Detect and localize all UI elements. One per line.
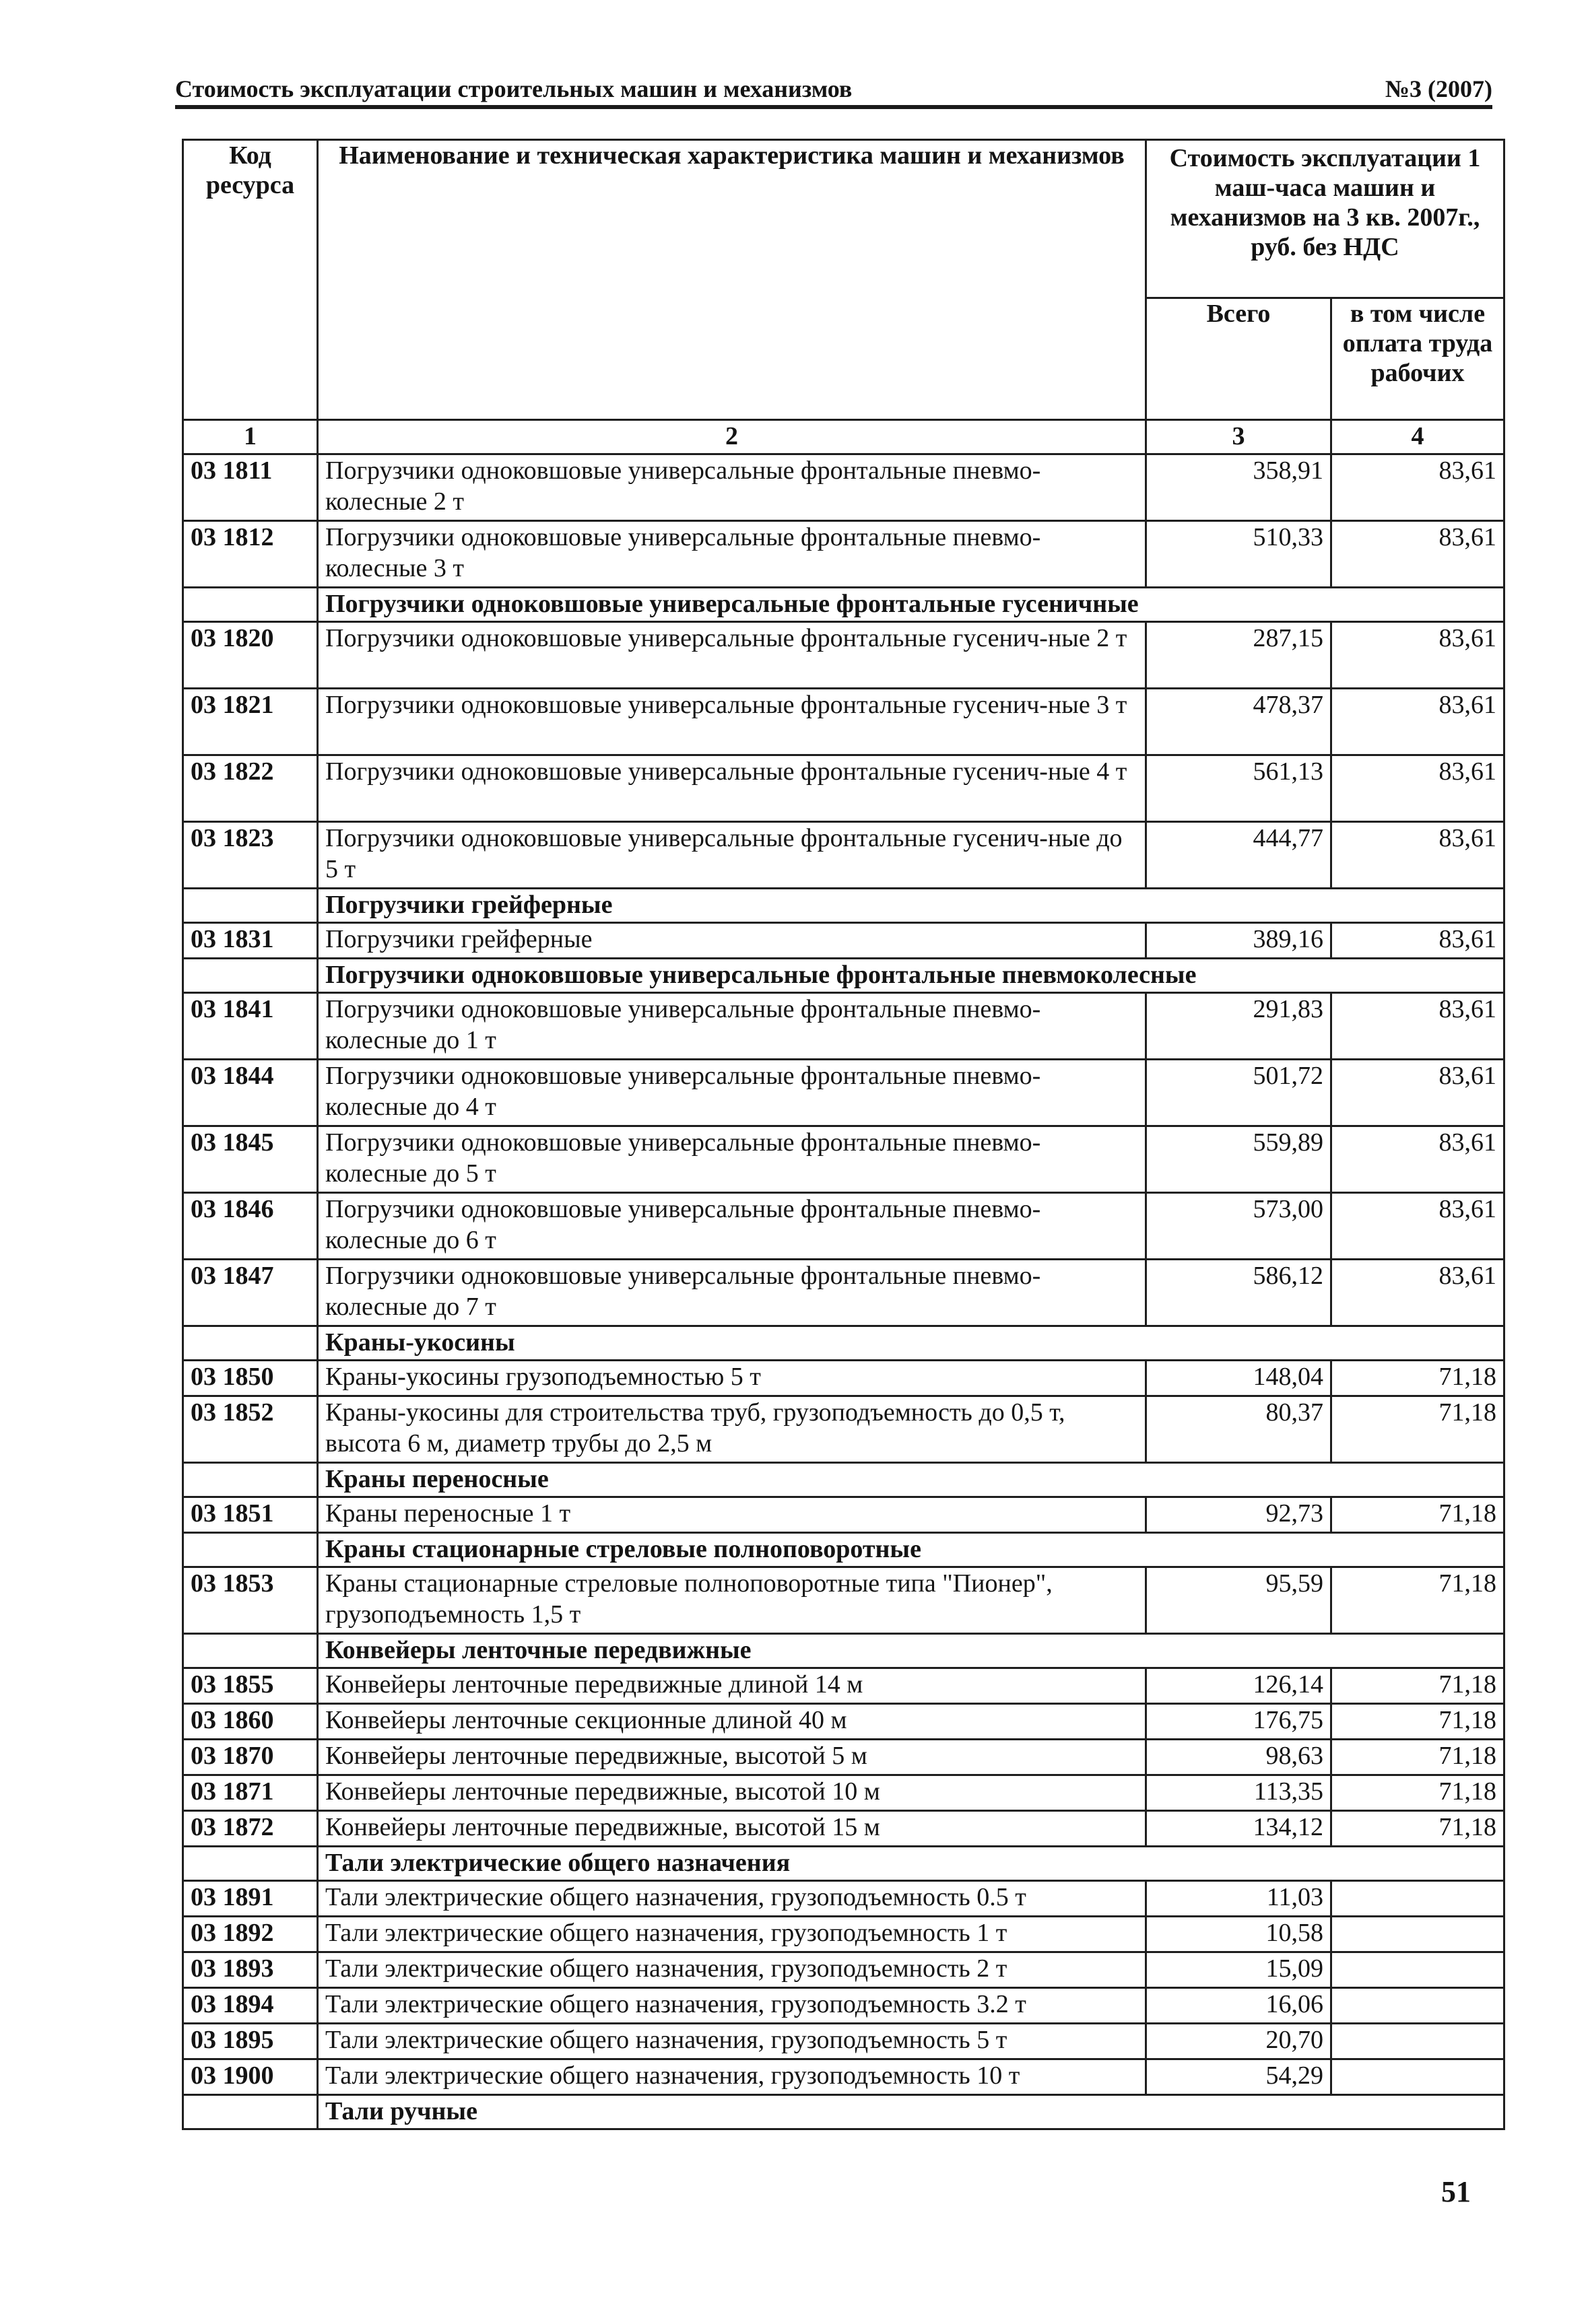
- cost-labor: 83,61: [1331, 1193, 1504, 1260]
- cost-total: 501,72: [1146, 1060, 1331, 1126]
- table-row: [183, 822, 1504, 889]
- cost-total: 113,35: [1146, 1775, 1331, 1811]
- section-title: Краны стационарные стреловые полноповоротные: [318, 1533, 1504, 1567]
- cost-labor: 83,61: [1331, 521, 1504, 588]
- cost-labor: 71,18: [1331, 1567, 1504, 1634]
- cost-total: 389,16: [1146, 923, 1331, 959]
- cost-labor: 83,61: [1331, 923, 1504, 959]
- cost-total: 176,75: [1146, 1704, 1331, 1740]
- machine-name: Краны стационарные стреловые полноповоротные типа "Пионер", грузоподъемность 1,5 т: [318, 1567, 1146, 1634]
- machine-name: Погрузчики одноковшовые универсальные фронтальные гусенич-ные до 5 т: [318, 822, 1146, 889]
- table-row: [183, 1811, 1504, 1847]
- table-row: [183, 755, 1504, 822]
- machine-name: Конвейеры ленточные передвижные, высотой 5 м: [318, 1740, 1146, 1775]
- resource-code: 03 1871: [183, 1775, 318, 1811]
- resource-code: 03 1851: [183, 1497, 318, 1533]
- cost-labor: 83,61: [1331, 755, 1504, 822]
- section-row: [183, 1326, 1504, 1361]
- machine-name: Конвейеры ленточные передвижные, высотой 10 м: [318, 1775, 1146, 1811]
- section-title: Погрузчики одноковшовые универсальные фронтальные гусеничные: [318, 588, 1504, 622]
- table-row: [183, 1361, 1504, 1396]
- cost-labor: 71,18: [1331, 1775, 1504, 1811]
- cost-labor: 83,61: [1331, 822, 1504, 889]
- cost-total: 559,89: [1146, 1126, 1331, 1193]
- section-row: [183, 1634, 1504, 1668]
- machine-name: Погрузчики одноковшовые универсальные фронтальные пневмо-колесные до 6 т: [318, 1193, 1146, 1260]
- table-row: [183, 1396, 1504, 1463]
- section-empty-cell: [183, 2095, 318, 2129]
- section-title: Конвейеры ленточные передвижные: [318, 1634, 1504, 1668]
- cost-labor: [1331, 1952, 1504, 1988]
- table-row: [183, 1917, 1504, 1952]
- cost-total: 54,29: [1146, 2059, 1331, 2095]
- cost-total: 291,83: [1146, 993, 1331, 1060]
- table-row: [183, 1775, 1504, 1811]
- table-row: [183, 2059, 1504, 2095]
- section-title: Краны-укосины: [318, 1326, 1504, 1361]
- table-row: [183, 1193, 1504, 1260]
- section-row: [183, 1463, 1504, 1497]
- cost-total: 444,77: [1146, 822, 1331, 889]
- column-header-total: Всего: [1146, 298, 1331, 420]
- section-empty-cell: [183, 959, 318, 993]
- page-header: [175, 75, 1492, 109]
- cost-labor: 71,18: [1331, 1396, 1504, 1463]
- table-row: [183, 1881, 1504, 1917]
- cost-labor: 83,61: [1331, 1126, 1504, 1193]
- machine-name: Тали электрические общего назначения, грузоподъемность 5 т: [318, 2024, 1146, 2059]
- table-row: [183, 1952, 1504, 1988]
- section-empty-cell: [183, 1533, 318, 1567]
- resource-code: 03 1847: [183, 1260, 318, 1326]
- resource-code: 03 1844: [183, 1060, 318, 1126]
- machine-name: Конвейеры ленточные секционные длиной 40 м: [318, 1704, 1146, 1740]
- machine-name: Конвейеры ленточные передвижные, высотой 15 м: [318, 1811, 1146, 1847]
- cost-labor: [1331, 1881, 1504, 1917]
- cost-total: 358,91: [1146, 454, 1331, 521]
- table-row: [183, 1988, 1504, 2024]
- table-row: [183, 1567, 1504, 1634]
- section-row: [183, 1533, 1504, 1567]
- cost-total: 20,70: [1146, 2024, 1331, 2059]
- section-row: [183, 1847, 1504, 1881]
- cost-total: 15,09: [1146, 1952, 1331, 1988]
- resource-code: 03 1820: [183, 622, 318, 689]
- cost-total: 92,73: [1146, 1497, 1331, 1533]
- section-empty-cell: [183, 1326, 318, 1361]
- resource-code: 03 1831: [183, 923, 318, 959]
- page-number: 51: [1441, 2175, 1471, 2208]
- cost-total: 478,37: [1146, 689, 1331, 755]
- table-row: [183, 1740, 1504, 1775]
- machine-name: Погрузчики одноковшовые универсальные фронтальные гусенич-ные 2 т: [318, 622, 1146, 689]
- cost-total: 510,33: [1146, 521, 1331, 588]
- machine-name: Погрузчики грейферные: [318, 923, 1146, 959]
- machine-name: Погрузчики одноковшовые универсальные фронтальные гусенич-ные 3 т: [318, 689, 1146, 755]
- resource-code: 03 1891: [183, 1881, 318, 1917]
- section-empty-cell: [183, 588, 318, 622]
- cost-labor: 71,18: [1331, 1811, 1504, 1847]
- machine-name: Погрузчики одноковшовые универсальные фронтальные пневмо-колесные до 5 т: [318, 1126, 1146, 1193]
- cost-total: 126,14: [1146, 1668, 1331, 1704]
- machine-name: Краны переносные 1 т: [318, 1497, 1146, 1533]
- cost-labor: [1331, 2024, 1504, 2059]
- cost-labor: [1331, 2059, 1504, 2095]
- column-header-code: Код ресурса: [183, 140, 318, 420]
- cost-labor: 71,18: [1331, 1740, 1504, 1775]
- table-row: [183, 1704, 1504, 1740]
- cost-labor: [1331, 1917, 1504, 1952]
- resource-code: 03 1823: [183, 822, 318, 889]
- resource-code: 03 1900: [183, 2059, 318, 2095]
- machine-name: Погрузчики одноковшовые универсальные фронтальные пневмо-колесные до 7 т: [318, 1260, 1146, 1326]
- section-row: [183, 959, 1504, 993]
- cost-labor: 71,18: [1331, 1668, 1504, 1704]
- cost-labor: 83,61: [1331, 454, 1504, 521]
- machine-cost-table: [182, 139, 1505, 2130]
- section-empty-cell: [183, 1847, 318, 1881]
- table-row: [183, 454, 1504, 521]
- column-number-2: 2: [318, 420, 1146, 454]
- section-title: Краны переносные: [318, 1463, 1504, 1497]
- column-header-cost: Стоимость эксплуатации 1 маш-часа машин и механизмов на 3 кв. 2007г., руб. без НДС: [1146, 140, 1504, 298]
- machine-name: Погрузчики одноковшовые универсальные фронтальные пневмо-колесные до 4 т: [318, 1060, 1146, 1126]
- machine-name: Погрузчики одноковшовые универсальные фронтальные пневмо-колесные 2 т: [318, 454, 1146, 521]
- column-header-labor: в том числе оплата труда рабочих: [1331, 298, 1504, 420]
- table-row: [183, 689, 1504, 755]
- machine-name: Тали электрические общего назначения, грузоподъемность 2 т: [318, 1952, 1146, 1988]
- cost-total: 98,63: [1146, 1740, 1331, 1775]
- machine-name: Погрузчики одноковшовые универсальные фронтальные гусенич-ные 4 т: [318, 755, 1146, 822]
- table-row: [183, 923, 1504, 959]
- machine-name: Тали электрические общего назначения, грузоподъемность 1 т: [318, 1917, 1146, 1952]
- table-row: [183, 1668, 1504, 1704]
- resource-code: 03 1892: [183, 1917, 318, 1952]
- resource-code: 03 1822: [183, 755, 318, 822]
- cost-total: 11,03: [1146, 1881, 1331, 1917]
- section-row: [183, 2095, 1504, 2129]
- table-row: [183, 1060, 1504, 1126]
- resource-code: 03 1894: [183, 1988, 318, 2024]
- resource-code: 03 1812: [183, 521, 318, 588]
- section-title: Погрузчики одноковшовые универсальные фронтальные пневмоколесные: [318, 959, 1504, 993]
- table-row: [183, 1260, 1504, 1326]
- cost-total: 10,58: [1146, 1917, 1331, 1952]
- section-title: Тали ручные: [318, 2095, 1504, 2129]
- resource-code: 03 1852: [183, 1396, 318, 1463]
- table-row: [183, 993, 1504, 1060]
- section-title: Тали электрические общего назначения: [318, 1847, 1504, 1881]
- table-row: [183, 1126, 1504, 1193]
- resource-code: 03 1855: [183, 1668, 318, 1704]
- resource-code: 03 1853: [183, 1567, 318, 1634]
- resource-code: 03 1841: [183, 993, 318, 1060]
- cost-total: 586,12: [1146, 1260, 1331, 1326]
- resource-code: 03 1845: [183, 1126, 318, 1193]
- table-row: [183, 521, 1504, 588]
- resource-code: 03 1821: [183, 689, 318, 755]
- cost-total: 287,15: [1146, 622, 1331, 689]
- column-header-name: Наименование и техническая характеристика машин и механизмов: [318, 140, 1146, 420]
- machine-name: Краны-укосины для строительства труб, грузоподъемность до 0,5 т, высота 6 м, диаметр трубы до 2,5 м: [318, 1396, 1146, 1463]
- machine-name: Конвейеры ленточные передвижные длиной 14 м: [318, 1668, 1146, 1704]
- cost-total: 561,13: [1146, 755, 1331, 822]
- header-issue: №3 (2007): [1385, 75, 1492, 102]
- cost-total: 134,12: [1146, 1811, 1331, 1847]
- resource-code: 03 1893: [183, 1952, 318, 1988]
- table-row: [183, 622, 1504, 689]
- section-title: Погрузчики грейферные: [318, 889, 1504, 923]
- machine-name: Погрузчики одноковшовые универсальные фронтальные пневмо-колесные 3 т: [318, 521, 1146, 588]
- section-row: [183, 588, 1504, 622]
- column-number-3: 3: [1146, 420, 1331, 454]
- resource-code: 03 1850: [183, 1361, 318, 1396]
- resource-code: 03 1846: [183, 1193, 318, 1260]
- table-row: [183, 2024, 1504, 2059]
- cost-total: 573,00: [1146, 1193, 1331, 1260]
- column-number-4: 4: [1331, 420, 1504, 454]
- cost-labor: 71,18: [1331, 1704, 1504, 1740]
- section-empty-cell: [183, 1463, 318, 1497]
- cost-labor: 83,61: [1331, 622, 1504, 689]
- machine-name: Тали электрические общего назначения, грузоподъемность 3.2 т: [318, 1988, 1146, 2024]
- cost-labor: 83,61: [1331, 993, 1504, 1060]
- section-empty-cell: [183, 889, 318, 923]
- table-body: [183, 454, 1504, 2129]
- cost-total: 148,04: [1146, 1361, 1331, 1396]
- cost-labor: [1331, 1988, 1504, 2024]
- resource-code: 03 1895: [183, 2024, 318, 2059]
- resource-code: 03 1872: [183, 1811, 318, 1847]
- resource-code: 03 1811: [183, 454, 318, 521]
- machine-name: Тали электрические общего назначения, грузоподъемность 10 т: [318, 2059, 1146, 2095]
- machine-name: Тали электрические общего назначения, грузоподъемность 0.5 т: [318, 1881, 1146, 1917]
- machine-name: Погрузчики одноковшовые универсальные фронтальные пневмо-колесные до 1 т: [318, 993, 1146, 1060]
- resource-code: 03 1870: [183, 1740, 318, 1775]
- cost-labor: 83,61: [1331, 689, 1504, 755]
- cost-total: 80,37: [1146, 1396, 1331, 1463]
- section-row: [183, 889, 1504, 923]
- resource-code: 03 1860: [183, 1704, 318, 1740]
- cost-labor: 71,18: [1331, 1497, 1504, 1533]
- cost-labor: 83,61: [1331, 1260, 1504, 1326]
- cost-total: 16,06: [1146, 1988, 1331, 2024]
- column-number-1: 1: [183, 420, 318, 454]
- cost-total: 95,59: [1146, 1567, 1331, 1634]
- cost-labor: 83,61: [1331, 1060, 1504, 1126]
- machine-name: Краны-укосины грузоподъемностью 5 т: [318, 1361, 1146, 1396]
- header-title: Стоимость эксплуатации строительных машин и механизмов: [175, 75, 853, 102]
- cost-labor: 71,18: [1331, 1361, 1504, 1396]
- section-empty-cell: [183, 1634, 318, 1668]
- table-row: [183, 1497, 1504, 1533]
